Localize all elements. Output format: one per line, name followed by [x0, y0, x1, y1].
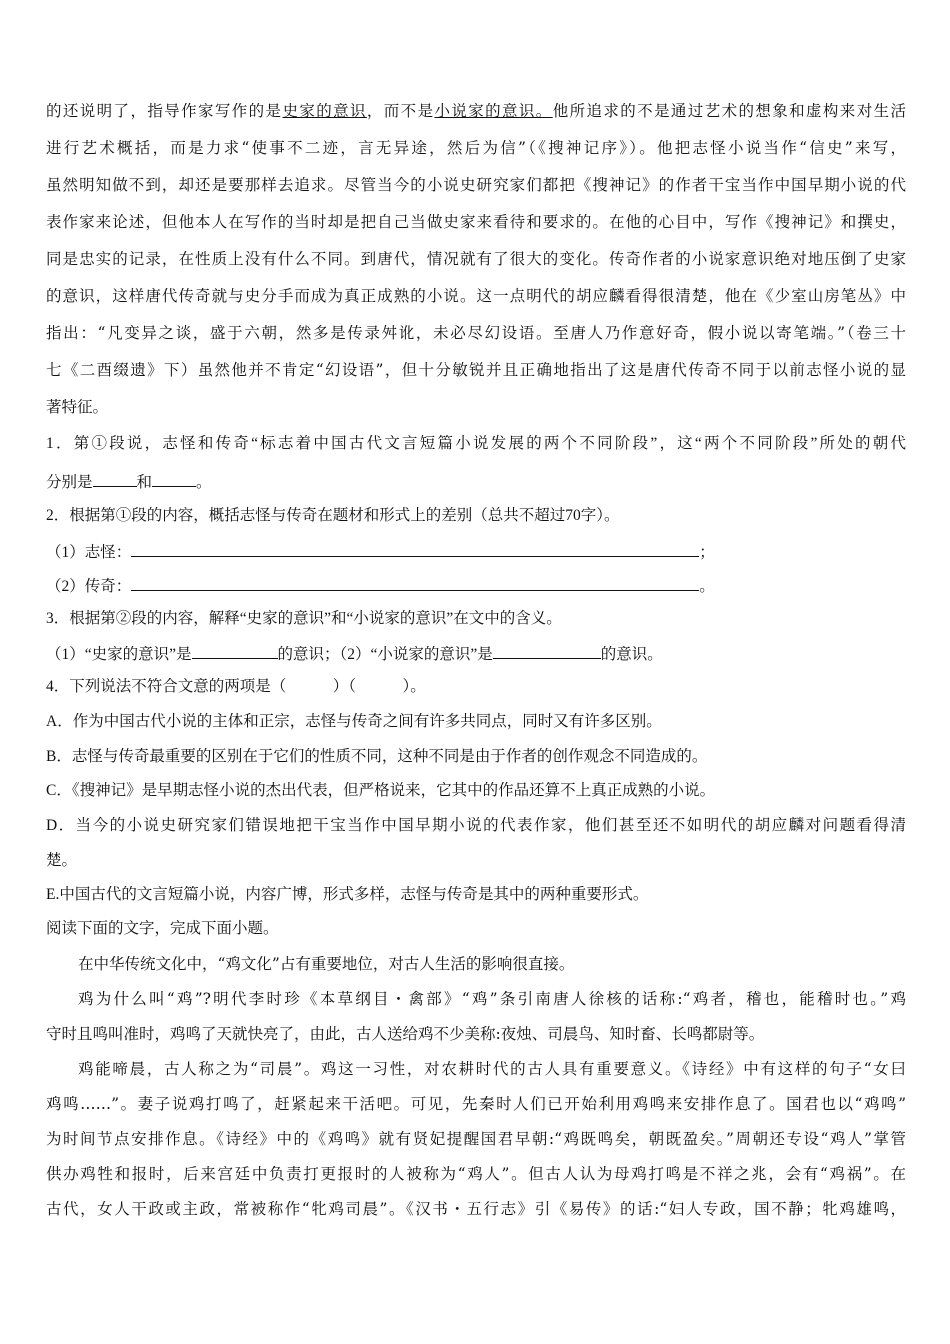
underlined-term-novelist: 小说家的意识。	[434, 102, 553, 120]
sub-label-zhiguai: （1）志怪：	[46, 544, 132, 561]
option-c[interactable]: C．《搜神记》是早期志怪小说的杰出代表，但严格说来，它其中的作品还算不上真正成熟的小说。	[46, 782, 716, 799]
passage1-line-1	[46, 100, 906, 122]
text-segment: ；	[699, 544, 715, 561]
passage2-para-1: 在中华传统文化中，“鸡文化”占有重要地位，对古人生活的影响很直接。	[78, 955, 575, 973]
passage2-para-3-line-5: 古代，女人干政或主政，常被称作“牝鸡司晨”。《汉书・五行志》引《易传》的话:“妇人专政，国不静；牝鸡雄鸣，	[46, 1200, 906, 1218]
passage1-line-9: 著特征。	[46, 398, 109, 416]
text-segment: 。	[196, 474, 212, 491]
question-1: 1．第①段说，志怪和传奇“标志着中国古代文言短篇小说发展的两个不同阶段”，这“两个不同阶段”所处的朝代	[46, 435, 906, 452]
passage1-line-6: 的意识，这样唐代传奇就与史分手而成为真正成熟的小说。这一点明代的胡应麟看得很清楚，他在《少室山房笔丛》中	[46, 287, 906, 305]
passage2-para-3-line-3: 为时间节点安排作息。《诗经》中的《鸡鸣》就有贤妃提醒国君早朝:“鸡既鸣矣，朝既盈矣。”周朝还专设“鸡人”掌管	[46, 1130, 906, 1148]
text-segment: ，而不是	[366, 102, 435, 120]
question-2-sub-1	[46, 540, 715, 564]
question-4: 4．下列说法不符合文意的两项是（ ）（ ）。	[46, 678, 426, 695]
passage2-para-2-line-1: 鸡为什么叫“鸡”?明代李时珍《本草纲目・禽部》“鸡”条引南唐人徐核的话称:“鸡者，稽也，能稽时也。”鸡	[78, 990, 906, 1008]
sub-label-chuanqi: （2）传奇：	[46, 578, 132, 595]
text-segment: 。	[699, 578, 715, 595]
passage1-line-8: 七《二酉缀遗》下）虽然他并不肯定“幻设语”，但十分敏锐并且正确地指出了这是唐代传奇不同于以前志怪小说的显	[46, 361, 906, 379]
answer-blank-chuanqi[interactable]	[131, 574, 699, 591]
answer-blank-zhiguai[interactable]	[131, 540, 699, 557]
answer-blank-1[interactable]	[93, 470, 137, 487]
passage1-line-4: 表作家来论述，但他本人在写作的当时却是把自己当做史家来看待和要求的。在他的心目中，写作《搜神记》和撰史，	[46, 213, 906, 231]
text-segment: 的还说明了，指导作家写作的是	[46, 102, 283, 120]
underlined-term-historian: 史家的意识	[282, 102, 367, 120]
question-3-sub	[46, 642, 663, 666]
answer-blank-novelist[interactable]	[493, 642, 601, 659]
text-segment: 的意识。	[600, 646, 663, 663]
reading-instruction: 阅读下面的文字，完成下面小题。	[46, 920, 279, 937]
answer-blank-2[interactable]	[152, 470, 196, 487]
text-segment: 他所追求的不是通过艺术的想象和虚构来对生活	[552, 102, 906, 120]
text-segment: 的意识；（2）“小说家的意识”是	[277, 646, 493, 663]
text-segment: 分别是	[46, 474, 93, 491]
question-1-answer-line	[46, 470, 212, 494]
option-b[interactable]: B．志怪与传奇最重要的区别在于它们的性质不同，这种不同是由于作者的创作观念不同造成的。	[46, 748, 708, 765]
option-a[interactable]: A．作为中国古代小说的主体和正宗，志怪与传奇之间有许多共同点，同时又有许多区别。	[46, 713, 662, 730]
question-2-sub-2	[46, 574, 715, 598]
passage1-line-5: 同是忠实的记录，在性质上没有什么不同。到唐代，情况就有了很大的变化。传奇作者的小说家意识绝对地压倒了史家	[46, 250, 906, 268]
passage2-para-3-line-1: 鸡能啼晨，古人称之为“司晨”。鸡这一习性，对农耕时代的古人具有重要意义。《诗经》中有这样的句子“女曰	[78, 1060, 906, 1078]
question-2: 2．根据第①段的内容，概括志怪与传奇在题材和形式上的差别（总共不超过70字）。	[46, 507, 620, 524]
text-segment: 和	[136, 474, 153, 491]
passage1-line-7: 指出：“凡变异之谈，盛于六朝，然多是传录舛讹，未必尽幻设语。至唐人乃作意好奇，假小说以寄笔端。”（卷三十	[46, 324, 906, 342]
question-3: 3．根据第②段的内容，解释“史家的意识”和“小说家的意识”在文中的含义。	[46, 610, 562, 627]
text-segment: （1）“史家的意识”是	[46, 646, 192, 663]
passage2-para-2-line-2: 守时且鸣叫准时，鸡鸣了天就快亮了，由此，古人送给鸡不少美称:夜烛、司晨鸟、知时畜、长鸣都尉等。	[46, 1025, 765, 1043]
passage2-para-3-line-2: 鸡鸣……”。妻子说鸡打鸣了，赶紧起来干活吧。可见，先秦时人们已开始利用鸡鸣来安排作息了。国君也以“鸡鸣”	[46, 1095, 906, 1113]
option-e[interactable]: E.中国古代的文言短篇小说，内容广博，形式多样，志怪与传奇是其中的两种重要形式。	[46, 886, 649, 903]
passage1-line-3: 虽然明知做不到，却还是要那样去追求。尽管当今的小说史研究家们都把《搜神记》的作者干宝当作中国早期小说的代	[46, 176, 906, 194]
passage2-para-3-line-4: 供办鸡牲和报时，后来宫廷中负责打更报时的人被称为“鸡人”。但古人认为母鸡打鸣是不祥之兆，会有“鸡祸”。在	[46, 1165, 906, 1183]
answer-blank-historian[interactable]	[192, 642, 278, 659]
passage1-line-2: 进行艺术概括，而是力求“使事不二迹，言无异途，然后为信”（《搜神记序》）。他把志怪小说当作“信史”来写，	[46, 139, 906, 157]
option-d-cont: 楚。	[46, 852, 78, 869]
option-d[interactable]: D．当今的小说史研究家们错误地把干宝当作中国早期小说的代表作家，他们甚至还不如明代的胡应麟对问题看得清	[46, 817, 906, 834]
